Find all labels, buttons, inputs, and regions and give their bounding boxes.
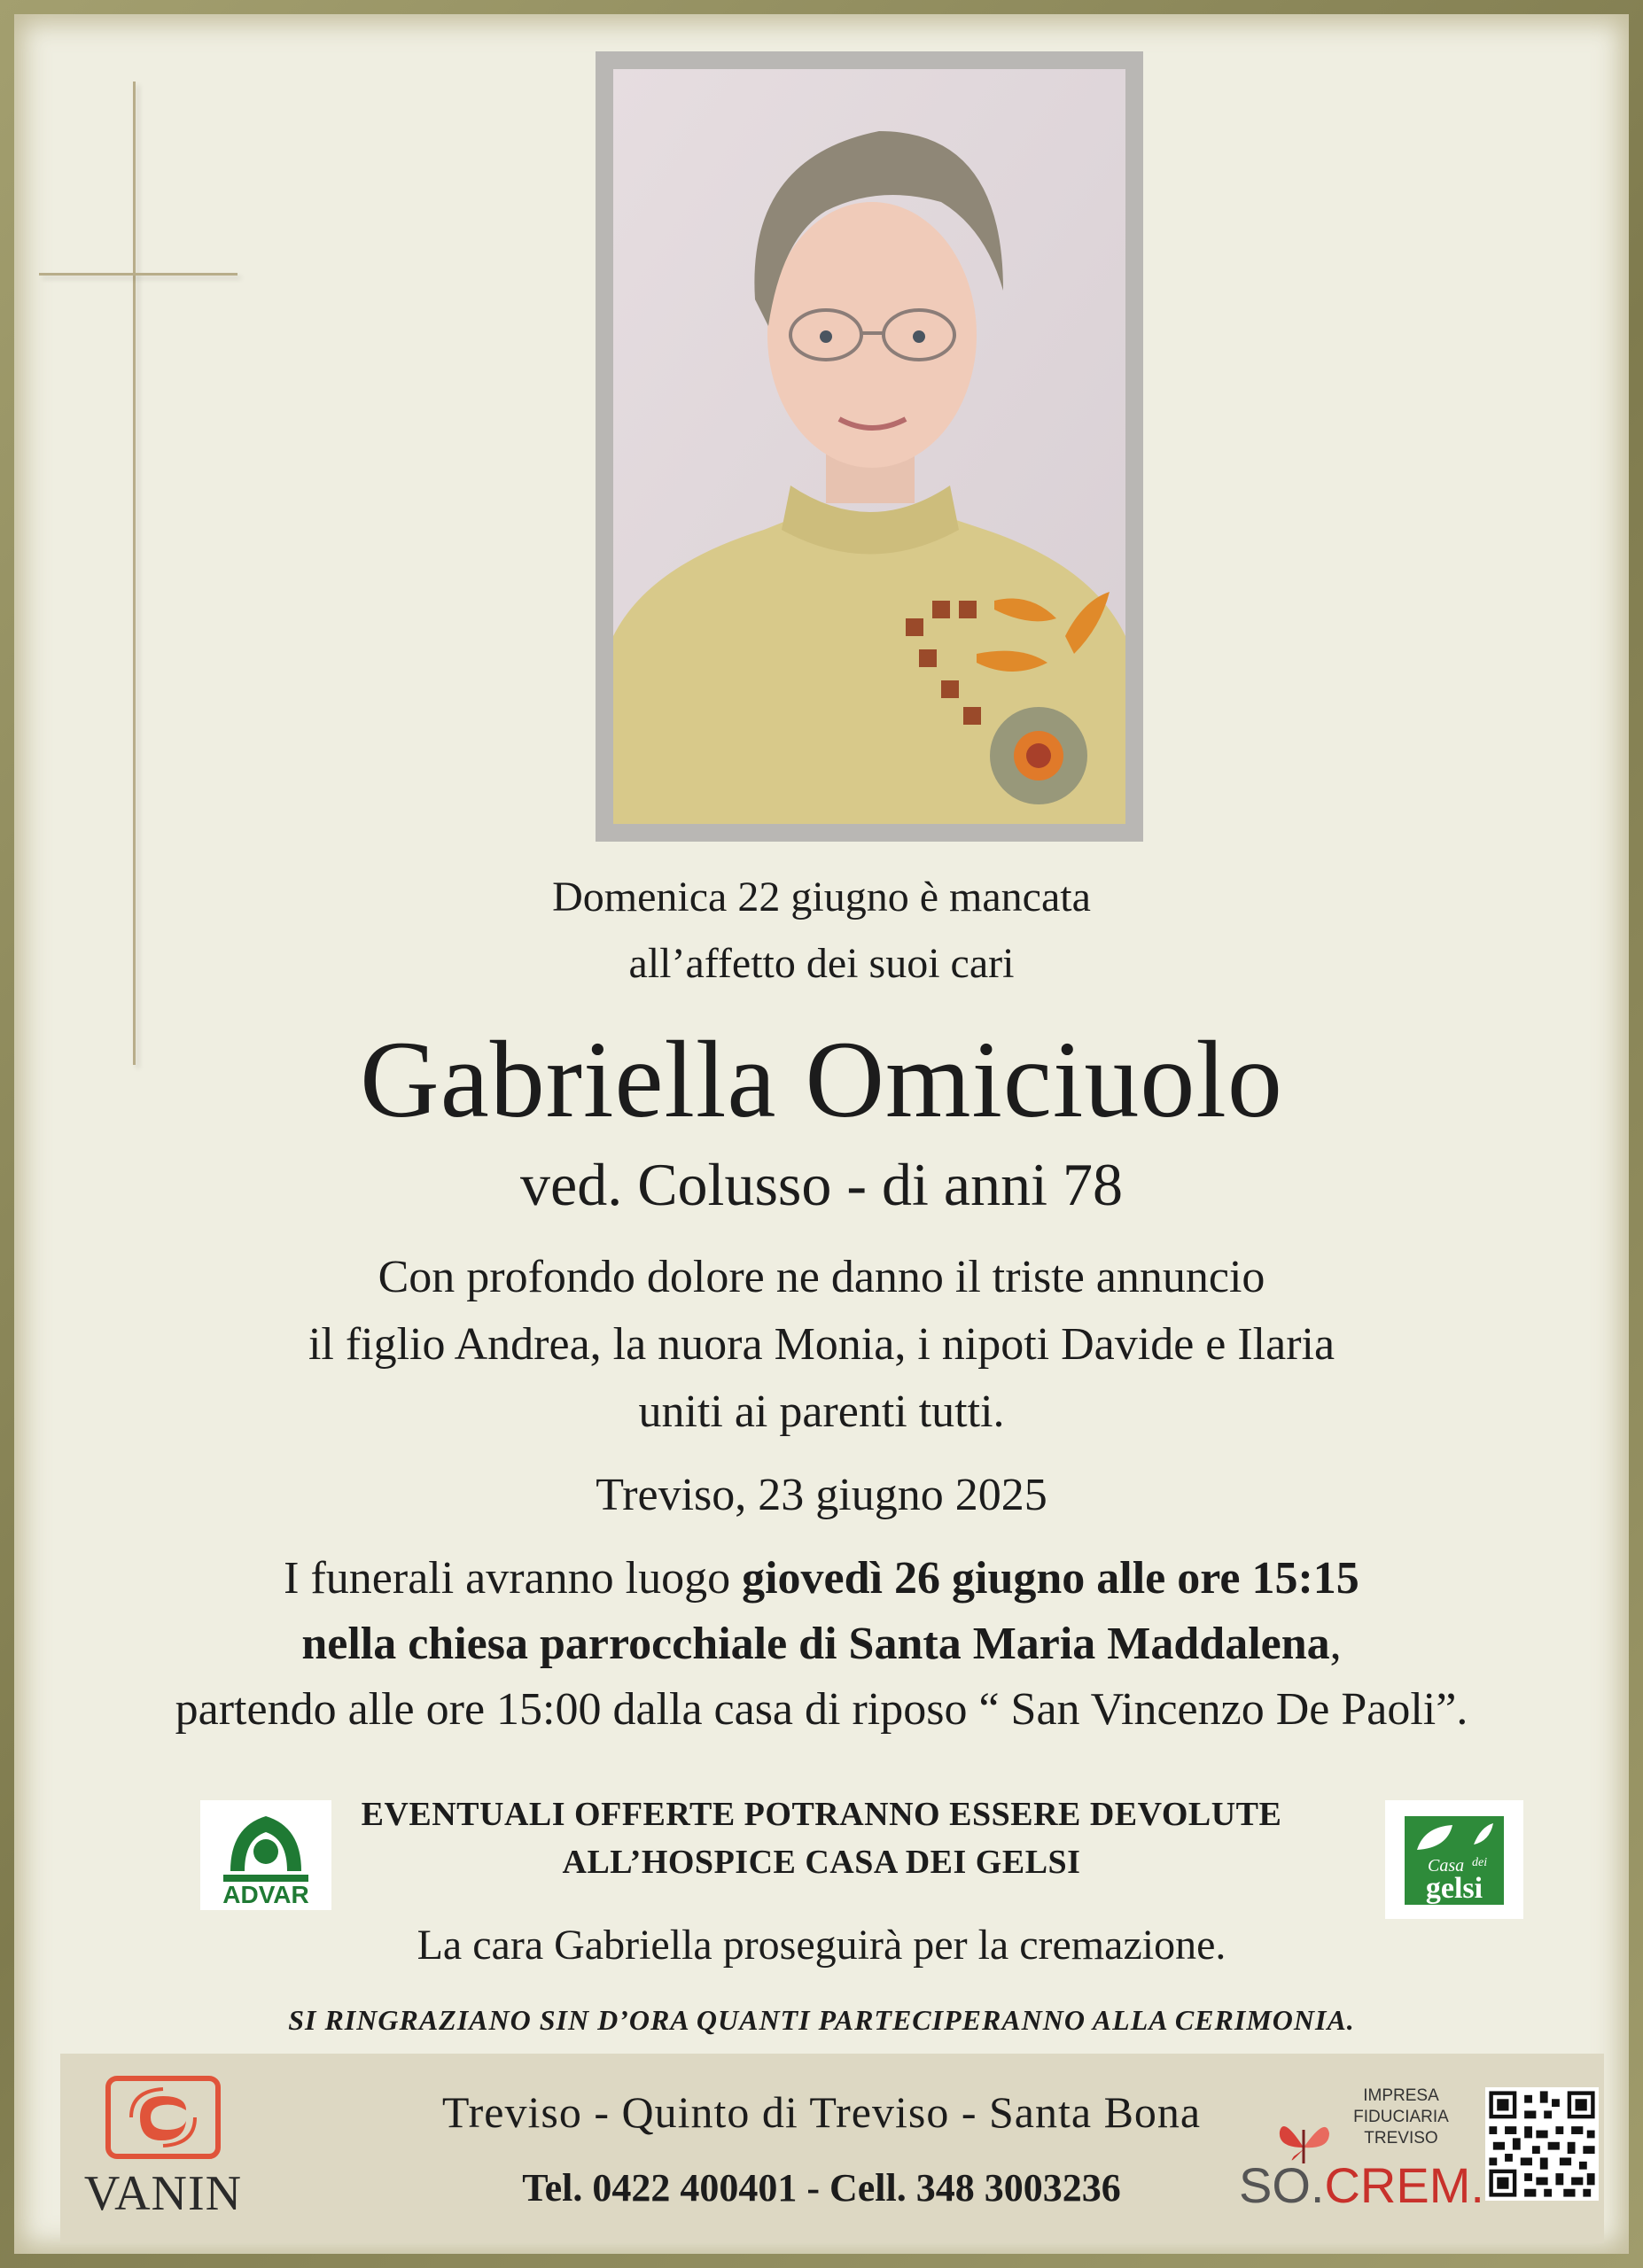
qr-code[interactable] xyxy=(1485,2087,1599,2201)
socrem-so: SO. xyxy=(1239,2157,1325,2213)
socrem-crem: CREM. xyxy=(1324,2157,1484,2213)
funeral-line-1 xyxy=(0,1552,1643,1604)
offerings-line-2: ALL’HOSPICE CASA DEI GELSI xyxy=(562,1844,1081,1881)
deceased-subtitle: ved. Colusso - di anni 78 xyxy=(520,1151,1123,1218)
funeral-line-2-suffix: , xyxy=(1329,1619,1342,1669)
funeral-church: nella chiesa parrocchiale di Santa Maria Maddalena xyxy=(301,1619,1330,1669)
thanks-note: SI RINGRAZIANO SIN D’ORA QUANTI PARTECIPERANNO ALLA CERIMONIA. xyxy=(288,2004,1355,2036)
gelsi-logo-text-2: dei xyxy=(1472,1856,1488,1869)
offerings-line-1: EVENTUALI OFFERTE POTRANNO ESSERE DEVOLUTE xyxy=(361,1796,1282,1833)
funeral-datetime: giovedì 26 giugno alle ore 15:15 xyxy=(742,1553,1359,1604)
announcement-line-2: il figlio Andrea, la nuora Monia, i nipoti Davide e Ilaria xyxy=(308,1319,1335,1370)
socrem-subtitle-2: FIDUCIARIA xyxy=(1353,2108,1449,2126)
announcement-line-1: Con profondo dolore ne danno il triste annuncio xyxy=(378,1252,1265,1302)
intro-line-2: all’affetto dei suoi cari xyxy=(628,940,1015,987)
casa-dei-gelsi-logo xyxy=(1385,1800,1523,1919)
announcement-line-3: uniti ai parenti tutti. xyxy=(638,1386,1005,1437)
footer-phones: Tel. 0422 400401 - Cell. 348 3003236 xyxy=(522,2166,1121,2210)
funeral-line-3: partendo alle ore 15:00 dalla casa di riposo “ San Vincenzo De Paoli”. xyxy=(175,1684,1468,1735)
cremation-note: La cara Gabriella proseguirà per la cremazione. xyxy=(417,1922,1226,1969)
casa-dei-gelsi-logo-graphic xyxy=(1385,1800,1523,1919)
socrem-subtitle-3: TREVISO xyxy=(1364,2129,1438,2148)
socrem-logo xyxy=(1239,2156,1484,2214)
place-date: Treviso, 23 giugno 2025 xyxy=(596,1470,1047,1520)
socrem-subtitle xyxy=(1347,2085,1455,2149)
gelsi-logo-text-1: Casa xyxy=(1428,1856,1465,1876)
socrem-subtitle-1: IMPRESA xyxy=(1363,2086,1439,2105)
portrait-photo xyxy=(596,51,1143,842)
footer-places: Treviso - Quinto di Treviso - Santa Bona xyxy=(441,2087,1202,2137)
funeral-line-1-prefix: I funerali avranno luogo xyxy=(284,1553,743,1604)
vanin-brand: VANIN xyxy=(83,2166,243,2221)
intro-line-1: Domenica 22 giugno è mancata xyxy=(552,874,1091,920)
gelsi-logo-text-3: gelsi xyxy=(1425,1872,1483,1905)
portrait-illustration xyxy=(613,69,1125,824)
advar-logo-text: ADVAR xyxy=(222,1881,309,1908)
deceased-name: Gabriella Omiciuolo xyxy=(360,1019,1283,1140)
funeral-line-2 xyxy=(0,1618,1643,1670)
cross-icon-bar xyxy=(39,273,237,276)
